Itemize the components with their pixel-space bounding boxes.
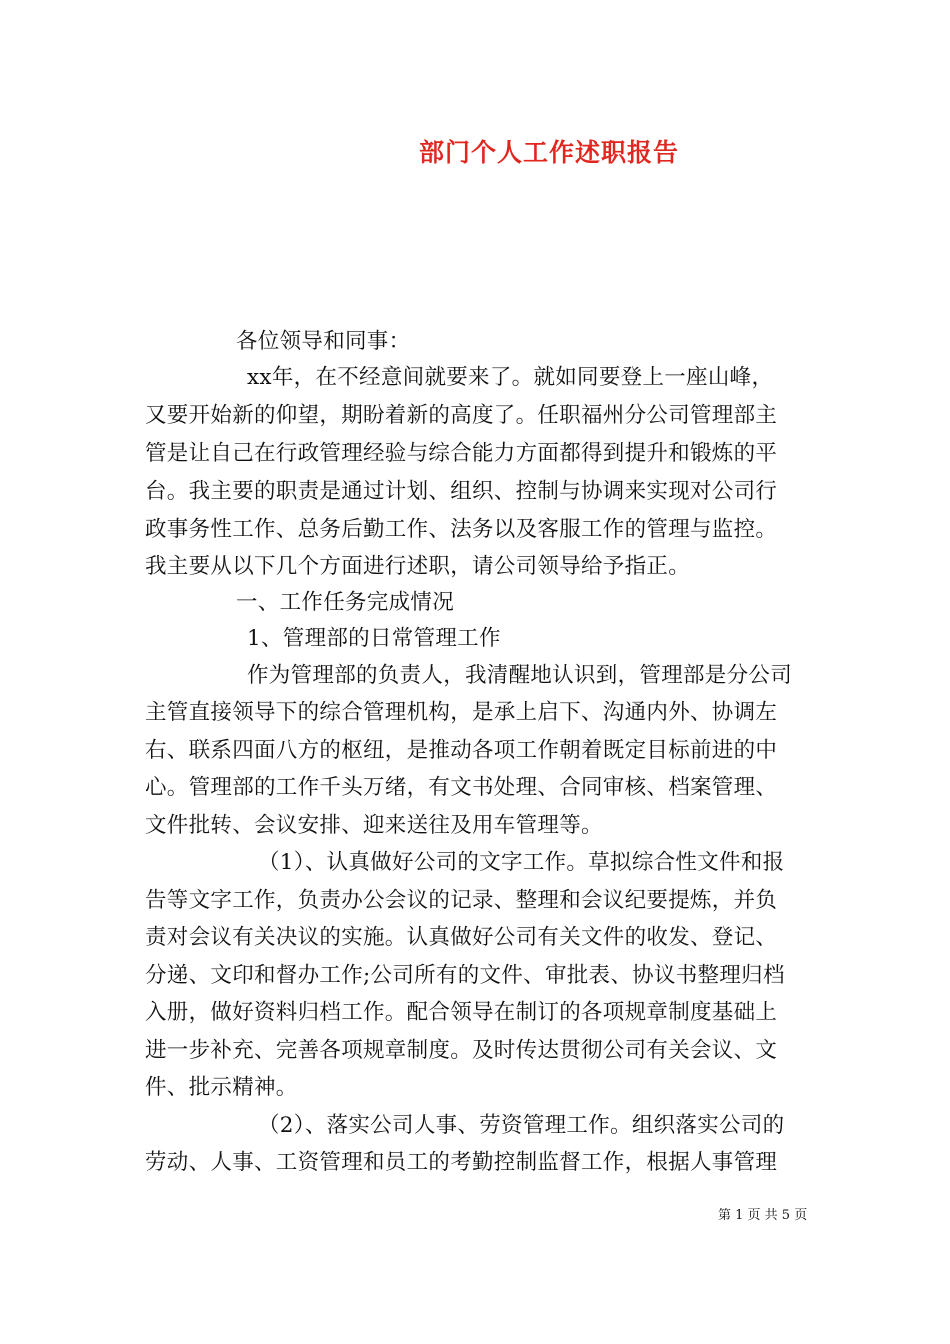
section-heading: 一、工作任务完成情况 [236, 590, 455, 615]
paragraph-line: 文件批转、会议安排、迎来送往及用车管理等。 [145, 813, 603, 838]
paragraph-line: 主管直接领导下的综合管理机构，是承上启下、沟通内外、协调左 [145, 700, 778, 725]
paragraph-line: 劳动、人事、工资管理和员工的考勤控制监督工作，根据人事管理 [145, 1150, 778, 1175]
paragraph-line: 告等文字工作，负责办公会议的记录、整理和会议纪要提炼，并负 [145, 888, 778, 913]
paragraph-line: 右、联系四面八方的枢纽，是推动各项工作朝着既定目标前进的中 [145, 738, 778, 763]
paragraph-line: 又要开始新的仰望，期盼着新的高度了。任职福州分公司管理部主 [145, 403, 778, 428]
document-title: 部门个人工作述职报告 [418, 138, 679, 167]
paragraph-line: 责对会议有关决议的实施。认真做好公司有关文件的收发、登记、 [145, 925, 778, 950]
paragraph-line: 进一步补充、完善各项规章制度。及时传达贯彻公司有关会议、文 [145, 1038, 778, 1063]
paragraph-line: 件、批示精神。 [145, 1075, 298, 1100]
paragraph-line: 分递、文印和督办工作;公司所有的文件、审批表、协议书整理归档 [145, 963, 785, 988]
paragraph-line: 入册，做好资料归档工作。配合领导在制订的各项规章制度基础上 [145, 1000, 778, 1025]
subsection-heading: 1、管理部的日常管理工作 [247, 626, 501, 651]
paragraph-line: （1）、认真做好公司的文字工作。草拟综合性文件和报 [258, 850, 785, 875]
page-number: 第 1 页 共 5 页 [718, 1208, 808, 1223]
paragraph-line: （2）、落实公司人事、劳资管理工作。组织落实公司的 [258, 1113, 785, 1138]
paragraph-line: xx年，在不经意间就要来了。就如同要登上一座山峰， [247, 365, 774, 390]
paragraph-line: 政事务性工作、总务后勤工作、法务以及客服工作的管理与监控。 [145, 517, 778, 542]
paragraph-line: 作为管理部的负责人，我清醒地认识到，管理部是分公司 [247, 663, 793, 688]
paragraph-line: 台。我主要的职责是通过计划、组织、控制与协调来实现对公司行 [145, 479, 778, 504]
paragraph-line: 心。管理部的工作千头万绪，有文书处理、合同审核、档案管理、 [145, 775, 778, 800]
greeting-line: 各位领导和同事： [236, 329, 411, 354]
paragraph-line: 我主要从以下几个方面进行述职，请公司领导给予指正。 [145, 554, 691, 579]
paragraph-line: 管是让自己在行政管理经验与综合能力方面都得到提升和锻炼的平 [145, 441, 778, 466]
